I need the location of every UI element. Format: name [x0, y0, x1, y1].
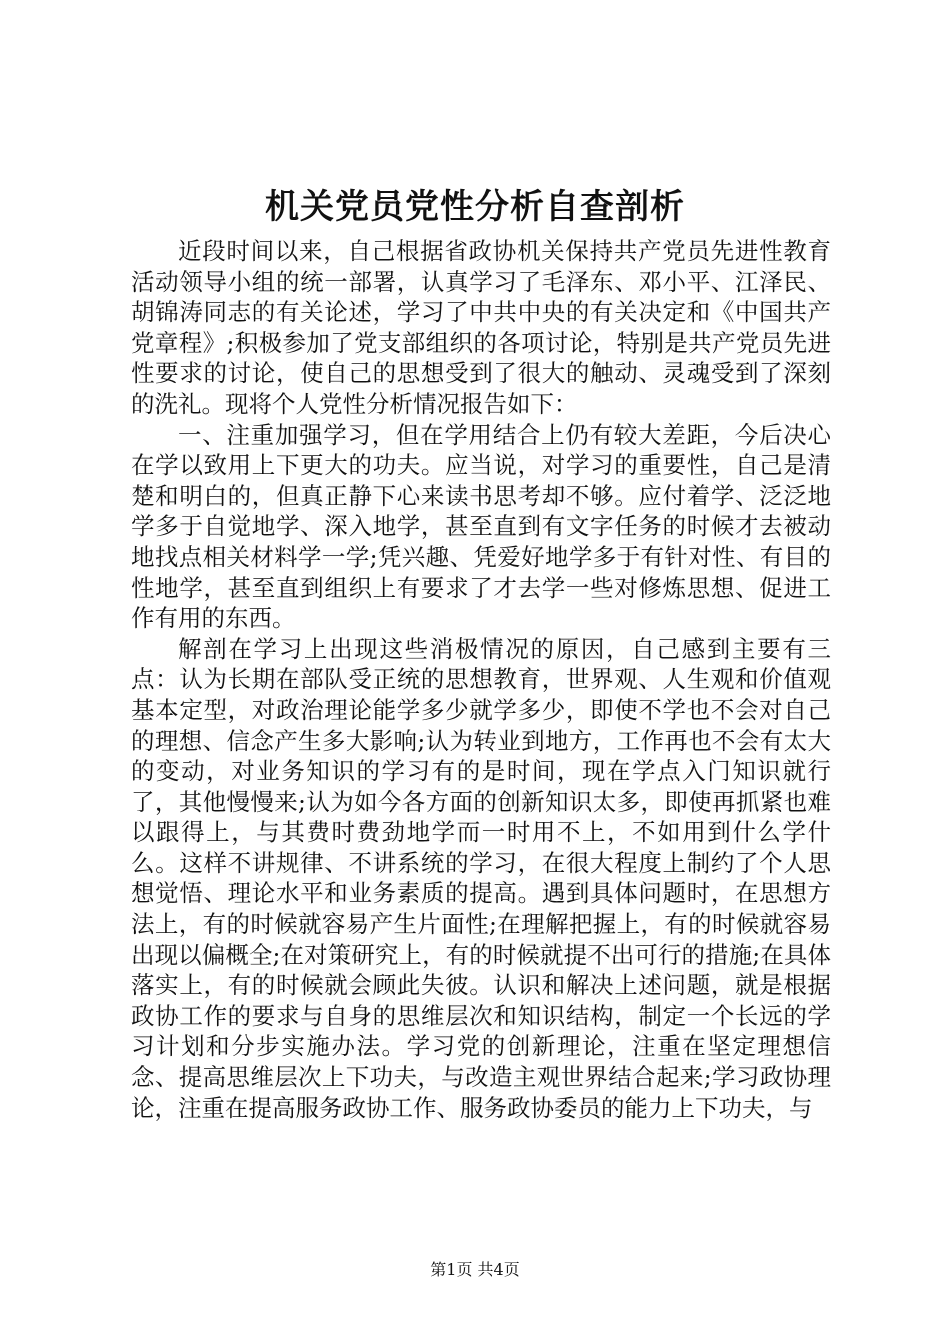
paragraph-section-one: 一、注重加强学习，但在学用结合上仍有较大差距，今后决心在学以致用上下更大的功夫。应当说，对学习的重要性，自己是清楚和明白的，但真正静下心来读书思考却不够。应付着学、泛泛地学多于自觉地学、深入地学，甚至直到有文字任务的时候才去被动地找点相关材料学一学;凭兴趣、凭爱好地学多于有针对性、有目的性地学，甚至直到组织上有要求了才去学一些对修炼思想、促进工作有用的东西。: [131, 420, 831, 633]
paragraph-analysis: 解剖在学习上出现这些消极情况的原因，自己感到主要有三点：认为长期在部队受正统的思想教育，世界观、人生观和价值观基本定型，对政治理论能学多少就学多少，即使不学也不会对自己的理想、信念产生多大影响;认为转业到地方，工作再也不会有太大的变动，对业务知识的学习有的是时间，现在学点入门知识就行了，其他慢慢来;认为如今各方面的创新知识太多，即使再抓紧也难以跟得上，与其费时费劲地学而一时用不上，不如用到什么学什么。这样不讲规律、不讲系统的学习，在很大程度上制约了个人思想觉悟、理论水平和业务素质的提高。遇到具体问题时，在思想方法上，有的时候就容易产生片面性;在理解把握上，有的时候就容易出现以偏概全;在对策研究上，有的时候就提不出可行的措施;在具体落实上，有的时候就会顾此失彼。认识和解决上述问题，就是根据政协工作的要求与自身的思维层次和知识结构，制定一个长远的学习计划和分步实施办法。学习党的创新理论，注重在坚定理想信念、提高思维层次上下功夫，与改造主观世界结合起来;学习政协理论，注重在提高服务政协工作、服务政协委员的能力上下功夫，与: [131, 634, 831, 1122]
paragraph-intro: 近段时间以来，自己根据省政协机关保持共产党员先进性教育活动领导小组的统一部署，认真学习了毛泽东、邓小平、江泽民、胡锦涛同志的有关论述，学习了中共中央的有关决定和《中国共产党章程》;积极参加了党支部组织的各项讨论，特别是共产党员先进性要求的讨论，使自己的思想受到了很大的触动、灵魂受到了深刻的洗礼。现将个人党性分析情况报告如下：: [131, 237, 831, 418]
document-title: 机关党员党性分析自查剖析: [265, 187, 685, 227]
document-body: [131, 236, 831, 1123]
page-footer: 第1页 共4页: [430, 1260, 520, 1279]
